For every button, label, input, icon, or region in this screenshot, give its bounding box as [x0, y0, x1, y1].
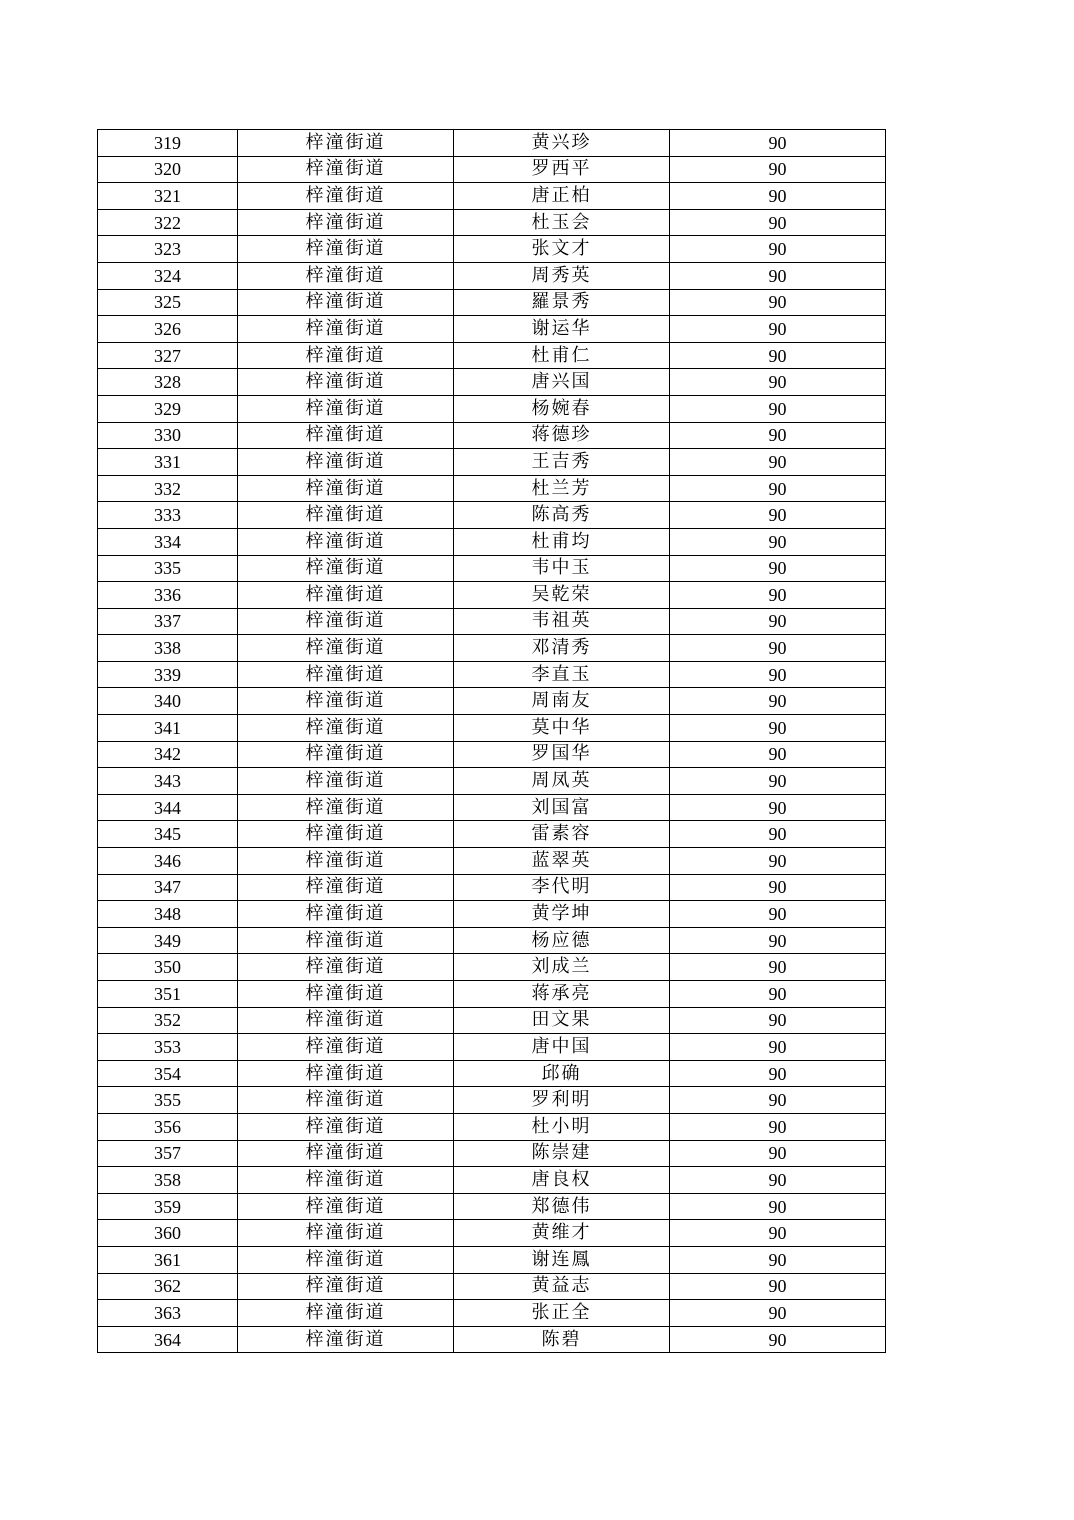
row-number-cell: 364	[98, 1326, 238, 1353]
table-row	[98, 794, 886, 821]
table-row	[98, 395, 886, 422]
score-cell: 90	[670, 236, 886, 263]
person-name-cell: 周秀英	[454, 262, 670, 289]
row-number-cell: 351	[98, 981, 238, 1008]
row-number-cell: 356	[98, 1113, 238, 1140]
score-cell: 90	[670, 715, 886, 742]
table-row	[98, 342, 886, 369]
score-cell: 90	[670, 901, 886, 928]
row-number-cell: 328	[98, 369, 238, 396]
person-name-cell: 陈崇建	[454, 1140, 670, 1167]
row-number-cell: 325	[98, 289, 238, 316]
street-cell: 梓潼街道	[238, 369, 454, 396]
row-number-cell: 339	[98, 661, 238, 688]
score-cell: 90	[670, 981, 886, 1008]
street-cell: 梓潼街道	[238, 635, 454, 662]
table-row	[98, 874, 886, 901]
row-number-cell: 337	[98, 608, 238, 635]
table-row	[98, 262, 886, 289]
score-cell: 90	[670, 555, 886, 582]
person-name-cell: 邱确	[454, 1060, 670, 1087]
score-cell: 90	[670, 289, 886, 316]
person-name-cell: 田文果	[454, 1007, 670, 1034]
score-cell: 90	[670, 316, 886, 343]
score-cell: 90	[670, 1300, 886, 1327]
row-number-cell: 345	[98, 821, 238, 848]
score-cell: 90	[670, 1193, 886, 1220]
score-cell: 90	[670, 475, 886, 502]
row-number-cell: 354	[98, 1060, 238, 1087]
row-number-cell: 343	[98, 768, 238, 795]
table-row	[98, 475, 886, 502]
person-name-cell: 杜甫仁	[454, 342, 670, 369]
score-cell: 90	[670, 927, 886, 954]
table-row	[98, 768, 886, 795]
table-row	[98, 848, 886, 875]
table-row	[98, 369, 886, 396]
street-cell: 梓潼街道	[238, 1326, 454, 1353]
row-number-cell: 326	[98, 316, 238, 343]
person-name-cell: 张正全	[454, 1300, 670, 1327]
table-row	[98, 715, 886, 742]
row-number-cell: 321	[98, 183, 238, 210]
table-row	[98, 582, 886, 609]
table-row	[98, 156, 886, 183]
table-row	[98, 635, 886, 662]
score-cell: 90	[670, 582, 886, 609]
table-row	[98, 661, 886, 688]
person-name-cell: 蓝翠英	[454, 848, 670, 875]
row-number-cell: 359	[98, 1193, 238, 1220]
person-name-cell: 罗国华	[454, 741, 670, 768]
street-cell: 梓潼街道	[238, 688, 454, 715]
table-row	[98, 901, 886, 928]
row-number-cell: 319	[98, 130, 238, 157]
row-number-cell: 353	[98, 1034, 238, 1061]
street-cell: 梓潼街道	[238, 236, 454, 263]
street-cell: 梓潼街道	[238, 1007, 454, 1034]
score-cell: 90	[670, 768, 886, 795]
row-number-cell: 357	[98, 1140, 238, 1167]
table-row	[98, 1326, 886, 1353]
person-name-cell: 罗利明	[454, 1087, 670, 1114]
score-cell: 90	[670, 449, 886, 476]
score-cell: 90	[670, 1246, 886, 1273]
street-cell: 梓潼街道	[238, 848, 454, 875]
street-cell: 梓潼街道	[238, 262, 454, 289]
row-number-cell: 334	[98, 528, 238, 555]
table-row	[98, 1220, 886, 1247]
street-cell: 梓潼街道	[238, 1034, 454, 1061]
street-cell: 梓潼街道	[238, 449, 454, 476]
street-cell: 梓潼街道	[238, 555, 454, 582]
street-cell: 梓潼街道	[238, 475, 454, 502]
score-cell: 90	[670, 821, 886, 848]
row-number-cell: 348	[98, 901, 238, 928]
row-number-cell: 347	[98, 874, 238, 901]
row-number-cell: 340	[98, 688, 238, 715]
score-cell: 90	[670, 1007, 886, 1034]
street-cell: 梓潼街道	[238, 1273, 454, 1300]
row-number-cell: 358	[98, 1167, 238, 1194]
table-row	[98, 1087, 886, 1114]
table-row	[98, 289, 886, 316]
person-name-cell: 韦祖英	[454, 608, 670, 635]
table-row	[98, 1273, 886, 1300]
row-number-cell: 341	[98, 715, 238, 742]
score-cell: 90	[670, 262, 886, 289]
row-number-cell: 346	[98, 848, 238, 875]
table-row	[98, 1007, 886, 1034]
street-cell: 梓潼街道	[238, 874, 454, 901]
row-number-cell: 324	[98, 262, 238, 289]
table-row	[98, 209, 886, 236]
row-number-cell: 329	[98, 395, 238, 422]
row-number-cell: 327	[98, 342, 238, 369]
person-name-cell: 罗西平	[454, 156, 670, 183]
table-row	[98, 927, 886, 954]
row-number-cell: 350	[98, 954, 238, 981]
street-cell: 梓潼街道	[238, 715, 454, 742]
person-name-cell: 陈碧	[454, 1326, 670, 1353]
row-number-cell: 349	[98, 927, 238, 954]
person-name-cell: 谢运华	[454, 316, 670, 343]
street-cell: 梓潼街道	[238, 209, 454, 236]
table-row	[98, 821, 886, 848]
street-cell: 梓潼街道	[238, 1220, 454, 1247]
street-cell: 梓潼街道	[238, 316, 454, 343]
person-name-cell: 黄学坤	[454, 901, 670, 928]
street-cell: 梓潼街道	[238, 661, 454, 688]
person-name-cell: 李代明	[454, 874, 670, 901]
table-row	[98, 1034, 886, 1061]
table-row	[98, 422, 886, 449]
table-row	[98, 1167, 886, 1194]
person-name-cell: 谢连鳳	[454, 1246, 670, 1273]
row-number-cell: 355	[98, 1087, 238, 1114]
person-name-cell: 张文才	[454, 236, 670, 263]
street-cell: 梓潼街道	[238, 1060, 454, 1087]
person-name-cell: 杜玉会	[454, 209, 670, 236]
person-name-cell: 邓清秀	[454, 635, 670, 662]
row-number-cell: 344	[98, 794, 238, 821]
score-cell: 90	[670, 156, 886, 183]
person-name-cell: 陈高秀	[454, 502, 670, 529]
score-cell: 90	[670, 1113, 886, 1140]
street-cell: 梓潼街道	[238, 1246, 454, 1273]
person-name-cell: 刘国富	[454, 794, 670, 821]
street-cell: 梓潼街道	[238, 422, 454, 449]
score-cell: 90	[670, 395, 886, 422]
street-cell: 梓潼街道	[238, 794, 454, 821]
score-cell: 90	[670, 1326, 886, 1353]
score-cell: 90	[670, 874, 886, 901]
person-name-cell: 黄兴珍	[454, 130, 670, 157]
person-name-cell: 莫中华	[454, 715, 670, 742]
row-number-cell: 332	[98, 475, 238, 502]
person-name-cell: 羅景秀	[454, 289, 670, 316]
person-name-cell: 杜甫均	[454, 528, 670, 555]
person-name-cell: 杜兰芳	[454, 475, 670, 502]
score-cell: 90	[670, 183, 886, 210]
table-row	[98, 1193, 886, 1220]
street-cell: 梓潼街道	[238, 183, 454, 210]
person-name-cell: 黄维才	[454, 1220, 670, 1247]
table-row	[98, 1113, 886, 1140]
row-number-cell: 336	[98, 582, 238, 609]
row-number-cell: 352	[98, 1007, 238, 1034]
table-row	[98, 555, 886, 582]
score-cell: 90	[670, 741, 886, 768]
row-number-cell: 335	[98, 555, 238, 582]
person-name-cell: 唐中国	[454, 1034, 670, 1061]
person-name-cell: 郑德伟	[454, 1193, 670, 1220]
person-name-cell: 唐正柏	[454, 183, 670, 210]
score-cell: 90	[670, 1140, 886, 1167]
score-cell: 90	[670, 1087, 886, 1114]
table-row	[98, 1140, 886, 1167]
street-cell: 梓潼街道	[238, 608, 454, 635]
table-row	[98, 130, 886, 157]
table-row	[98, 954, 886, 981]
score-cell: 90	[670, 528, 886, 555]
street-cell: 梓潼街道	[238, 901, 454, 928]
person-name-cell: 周南友	[454, 688, 670, 715]
street-cell: 梓潼街道	[238, 927, 454, 954]
person-name-cell: 李直玉	[454, 661, 670, 688]
street-cell: 梓潼街道	[238, 1300, 454, 1327]
table-row	[98, 1060, 886, 1087]
score-cell: 90	[670, 1167, 886, 1194]
street-cell: 梓潼街道	[238, 1140, 454, 1167]
table-row	[98, 528, 886, 555]
table-row	[98, 316, 886, 343]
street-cell: 梓潼街道	[238, 156, 454, 183]
street-cell: 梓潼街道	[238, 1087, 454, 1114]
person-name-cell: 杜小明	[454, 1113, 670, 1140]
score-cell: 90	[670, 422, 886, 449]
score-cell: 90	[670, 608, 886, 635]
score-cell: 90	[670, 794, 886, 821]
score-cell: 90	[670, 661, 886, 688]
person-name-cell: 黄益志	[454, 1273, 670, 1300]
person-name-cell: 杨婉春	[454, 395, 670, 422]
row-number-cell: 362	[98, 1273, 238, 1300]
person-name-cell: 杨应德	[454, 927, 670, 954]
street-cell: 梓潼街道	[238, 130, 454, 157]
table-row	[98, 183, 886, 210]
score-cell: 90	[670, 1034, 886, 1061]
table-row	[98, 236, 886, 263]
score-cell: 90	[670, 1220, 886, 1247]
person-name-cell: 蒋承亮	[454, 981, 670, 1008]
street-cell: 梓潼街道	[238, 954, 454, 981]
score-cell: 90	[670, 502, 886, 529]
row-number-cell: 360	[98, 1220, 238, 1247]
row-number-cell: 363	[98, 1300, 238, 1327]
street-cell: 梓潼街道	[238, 741, 454, 768]
person-name-cell: 韦中玉	[454, 555, 670, 582]
table-row	[98, 1300, 886, 1327]
table-row	[98, 449, 886, 476]
street-cell: 梓潼街道	[238, 582, 454, 609]
street-cell: 梓潼街道	[238, 981, 454, 1008]
score-cell: 90	[670, 209, 886, 236]
row-number-cell: 323	[98, 236, 238, 263]
table-row	[98, 1246, 886, 1273]
street-cell: 梓潼街道	[238, 821, 454, 848]
row-number-cell: 333	[98, 502, 238, 529]
person-name-cell: 唐良权	[454, 1167, 670, 1194]
street-cell: 梓潼街道	[238, 1167, 454, 1194]
score-cell: 90	[670, 848, 886, 875]
table-row	[98, 608, 886, 635]
row-number-cell: 342	[98, 741, 238, 768]
person-name-cell: 吴乾荣	[454, 582, 670, 609]
score-cell: 90	[670, 342, 886, 369]
street-cell: 梓潼街道	[238, 342, 454, 369]
person-name-cell: 蒋德珍	[454, 422, 670, 449]
score-cell: 90	[670, 688, 886, 715]
score-cell: 90	[670, 1273, 886, 1300]
person-name-cell: 唐兴国	[454, 369, 670, 396]
row-number-cell: 331	[98, 449, 238, 476]
table-row	[98, 502, 886, 529]
row-number-cell: 338	[98, 635, 238, 662]
table-row	[98, 981, 886, 1008]
score-cell: 90	[670, 954, 886, 981]
roster-table	[97, 129, 886, 1353]
roster-table-body	[98, 130, 886, 1353]
person-name-cell: 雷素容	[454, 821, 670, 848]
row-number-cell: 330	[98, 422, 238, 449]
person-name-cell: 王吉秀	[454, 449, 670, 476]
row-number-cell: 320	[98, 156, 238, 183]
street-cell: 梓潼街道	[238, 1113, 454, 1140]
score-cell: 90	[670, 369, 886, 396]
street-cell: 梓潼街道	[238, 1193, 454, 1220]
table-row	[98, 741, 886, 768]
score-cell: 90	[670, 1060, 886, 1087]
street-cell: 梓潼街道	[238, 289, 454, 316]
street-cell: 梓潼街道	[238, 768, 454, 795]
person-name-cell: 刘成兰	[454, 954, 670, 981]
score-cell: 90	[670, 130, 886, 157]
table-row	[98, 688, 886, 715]
row-number-cell: 322	[98, 209, 238, 236]
row-number-cell: 361	[98, 1246, 238, 1273]
person-name-cell: 周凤英	[454, 768, 670, 795]
street-cell: 梓潼街道	[238, 528, 454, 555]
street-cell: 梓潼街道	[238, 502, 454, 529]
score-cell: 90	[670, 635, 886, 662]
street-cell: 梓潼街道	[238, 395, 454, 422]
